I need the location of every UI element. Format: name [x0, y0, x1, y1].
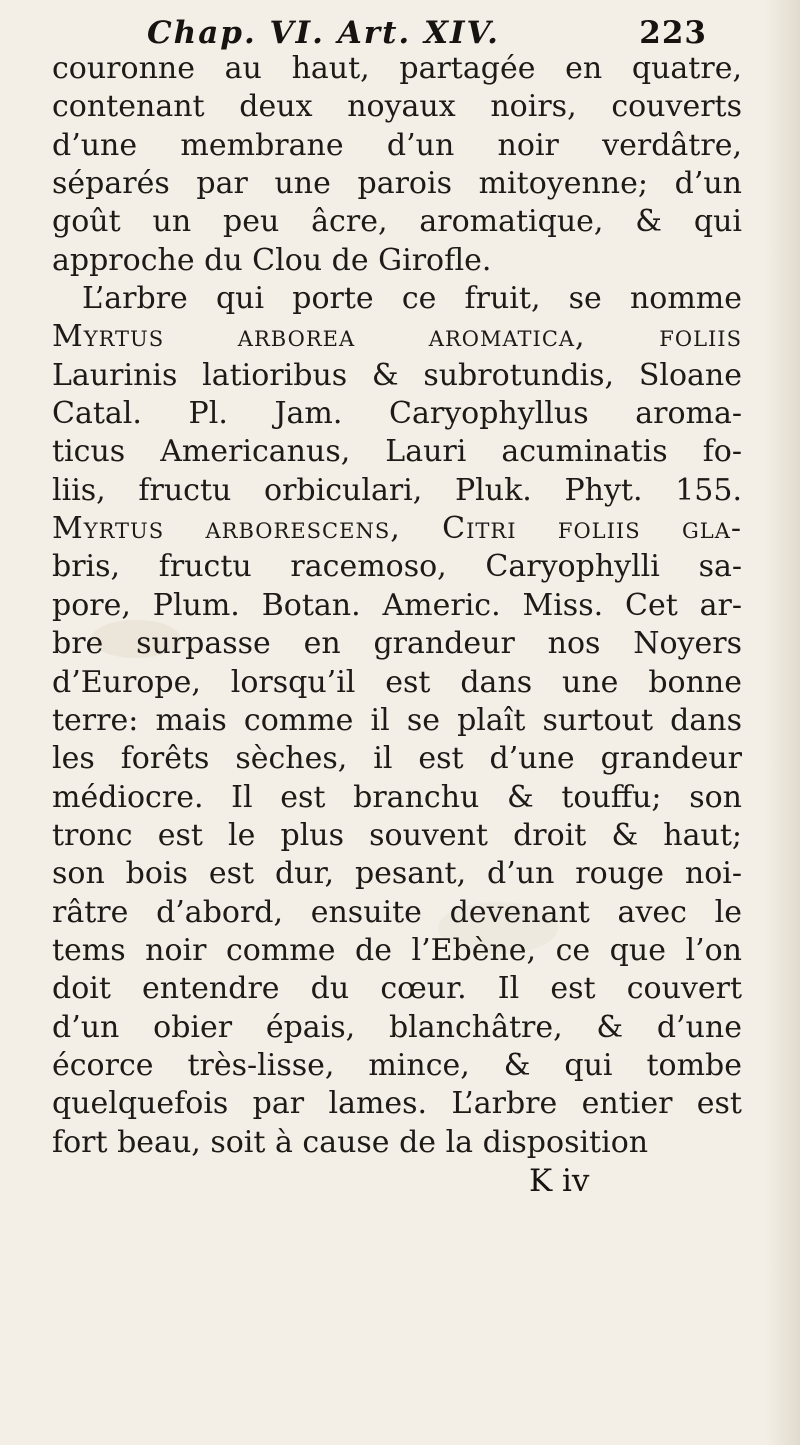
running-head	[147, 12, 707, 54]
text-line: contenant deux noyaux noirs, couverts	[52, 89, 742, 125]
running-head-title: Chap. VI. Art. XIV.	[147, 15, 500, 51]
page-edge-shadow	[766, 0, 800, 1445]
text-line: pore, Plum. Botan. Americ. Miss. Cet ar-	[52, 587, 742, 623]
main-text	[52, 50, 742, 1162]
text-line: doit entendre du cœur. Il est couvert	[52, 971, 742, 1007]
text-line: les forêts sèches, il est d’une grandeur	[52, 741, 742, 777]
text-line: écorce très-lisse, mince, & qui tombe	[52, 1047, 742, 1083]
text-line: d’une membrane d’un noir verdâtre,	[52, 127, 742, 163]
text-line: Laurinis latioribus & subrotundis, Sloane	[52, 357, 742, 393]
text-line: Myrtus arborescens, Citri foliis gla-	[52, 511, 742, 547]
text-line: son bois est dur, pesant, d’un rouge noi-	[52, 856, 742, 892]
text-line: tronc est le plus souvent droit & haut;	[52, 817, 742, 853]
text-line: couronne au haut, partagée en quatre,	[52, 51, 742, 86]
text-line: Catal. Pl. Jam. Caryophyllus aroma-	[52, 396, 742, 432]
text-line: tems noir comme de l’Ebène, ce que l’on	[52, 932, 742, 968]
text-line: approche du Clou de Girofle.	[52, 242, 492, 278]
text-line: fort beau, soit à cause de la disposition	[52, 1124, 649, 1160]
text-line: goût un peu âcre, aromatique, & qui	[52, 204, 742, 240]
text-line: L’arbre qui porte ce fruit, se nomme	[82, 281, 742, 317]
text-line: séparés par une parois mitoyenne; d’un	[52, 166, 742, 202]
text-line: bre surpasse en grandeur nos Noyers	[52, 626, 742, 662]
text-line: d’Europe, lorsqu’il est dans une bonne	[52, 664, 742, 700]
text-line: liis, fructu orbiculari, Pluk. Phyt. 155.	[52, 472, 742, 508]
page-number: 223	[639, 15, 707, 51]
text-line: terre: mais comme il se plaît surtout dans	[52, 702, 742, 738]
text-line: médiocre. Il est branchu & touffu; son	[52, 779, 742, 815]
text-line: d’un obier épais, blanchâtre, & d’une	[52, 1009, 742, 1045]
text-line: quelquefois par lames. L’arbre entier est	[52, 1086, 742, 1122]
text-line: râtre d’abord, ensuite devenant avec le	[52, 894, 742, 930]
signature-mark: K iv	[529, 1163, 590, 1199]
text-line: bris, fructu racemoso, Caryophylli sa-	[52, 549, 742, 585]
text-line: Myrtus arborea aromatica, foliis	[52, 319, 742, 355]
text-line: ticus Americanus, Lauri acuminatis fo-	[52, 434, 742, 470]
